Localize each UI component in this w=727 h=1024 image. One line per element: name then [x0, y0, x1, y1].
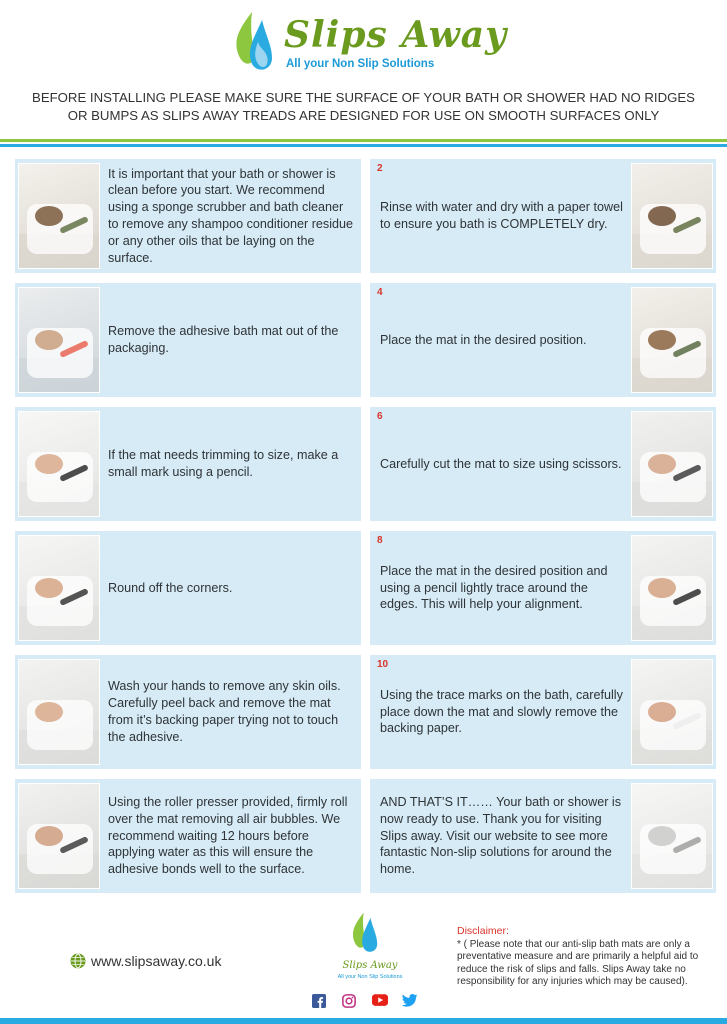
- step-card-6: [370, 407, 716, 521]
- step-text-content: Rinse with water and dry with a paper towel to ensure you bath is COMPLETELY dry.: [380, 200, 623, 231]
- disclaimer: [457, 925, 712, 989]
- step-photo-marking-with-pencil: [18, 411, 100, 517]
- header-stripe-green: [0, 139, 727, 142]
- intro-line-1: BEFORE INSTALLING PLEASE MAKE SURE THE SURFACE OF YOUR BATH OR SHOWER HAD NO RIDGES: [32, 90, 695, 105]
- step-text-content: Wash your hands to remove any skin oils. Carefully peel back and remove the mat from it’s backing paper trying not to touch the adhesive.: [108, 679, 341, 744]
- step-photo-woman-drying-bath: [631, 163, 713, 269]
- intro-text: [30, 89, 697, 125]
- step-card-7: [15, 531, 361, 645]
- step-photo-peeling-backing: [18, 659, 100, 765]
- step-text-content: AND THAT’S IT…… Your bath or shower is now ready to use. Thank you for visiting Slips away. Visit our website to see more fantastic Non-slip solutions for around the home.: [380, 795, 621, 877]
- step-text: [108, 531, 356, 645]
- brand-tagline: All your Non Slip Solutions: [286, 58, 435, 70]
- step-text-content: Carefully cut the mat to size using scissors.: [380, 456, 622, 471]
- step-text: [380, 283, 626, 397]
- step-number: 8: [377, 535, 383, 546]
- step-text-content: Place the mat in the desired position.: [380, 332, 587, 347]
- step-text-content: If the mat needs trimming to size, make a small mark using a pencil.: [108, 448, 339, 479]
- step-card-2: [370, 159, 716, 273]
- intro-line-2: OR BUMPS AS SLIPS AWAY TREADS ARE DESIGNED FOR USE ON SMOOTH SURFACES ONLY: [67, 108, 660, 123]
- step-text: [108, 655, 356, 769]
- step-photo-rounding-corners: [18, 535, 100, 641]
- step-text-content: Remove the adhesive bath mat out of the packaging.: [108, 324, 339, 355]
- instagram-icon[interactable]: [342, 994, 358, 1008]
- step-text: [108, 159, 356, 273]
- step-photo-tracing-edges: [631, 535, 713, 641]
- step-photo-placing-down-mat: [631, 659, 713, 765]
- step-photo-rolling-mat: [18, 783, 100, 889]
- website-link[interactable]: [70, 953, 221, 969]
- step-text: [380, 407, 626, 521]
- youtube-icon[interactable]: [372, 994, 388, 1008]
- step-number: 4: [377, 287, 383, 298]
- brand-name: Slips Away: [284, 14, 508, 56]
- header-stripe-blue: [0, 144, 727, 147]
- footer-logo: [330, 908, 403, 988]
- footer-brand-name: Slips Away: [342, 960, 398, 971]
- step-text: [108, 407, 356, 521]
- step-number: 6: [377, 411, 383, 422]
- step-card-11: [15, 779, 361, 893]
- step-text-content: It is important that your bath or shower is clean before you start. We recommend using a sponge scrubber and bath cleaner to remove any shampoo conditioner residue or any other oils that be laying on the surface.: [108, 166, 354, 265]
- social-links: [312, 994, 418, 1008]
- step-card-3: [15, 283, 361, 397]
- step-card-4: [370, 283, 716, 397]
- step-text: [380, 655, 626, 769]
- step-card-10: [370, 655, 716, 769]
- step-text: [380, 779, 626, 893]
- water-drops-icon: [350, 908, 384, 958]
- step-text: [380, 159, 626, 273]
- website-url: www.slipsaway.co.uk: [91, 953, 222, 969]
- step-number: 2: [377, 163, 383, 174]
- step-photo-cutting-with-scissors: [631, 411, 713, 517]
- step-text: [108, 283, 356, 397]
- step-photo-holding-mat-package: [18, 287, 100, 393]
- step-card-9: [15, 655, 361, 769]
- step-photo-woman-cleaning-bath: [18, 163, 100, 269]
- step-text-content: Using the roller presser provided, firmly roll over the mat removing all air bubbles. We recommend waiting 12 hours before applying water as this will ensure the adhesive bonds well to the surface.: [108, 795, 348, 877]
- step-photo-woman-placing-mat: [631, 287, 713, 393]
- step-text: [108, 779, 356, 893]
- twitter-icon[interactable]: [402, 994, 418, 1008]
- step-photo-finished-bath: [631, 783, 713, 889]
- disclaimer-title: Disclaimer:: [457, 925, 509, 937]
- footer-brand-tagline: All your Non Slip Solutions: [337, 974, 403, 980]
- step-card-1: [15, 159, 361, 273]
- brand-logo: [232, 8, 508, 78]
- disclaimer-text: * ( Please note that our anti-slip bath mats are only a preventative measure and are primarily a helpful aid to reduce the risk of slips and falls. Slips Away take no responsibility for any injuries which may be caused).: [457, 938, 699, 988]
- step-text-content: Place the mat in the desired position and using a pencil lightly trace around the edges. This will help your alignment.: [380, 563, 608, 612]
- step-text-content: Round off the corners.: [108, 580, 233, 595]
- globe-icon: [70, 953, 86, 969]
- step-number: 10: [377, 659, 389, 670]
- step-text-content: Using the trace marks on the bath, carefully place down the mat and slowly remove the backing paper.: [380, 687, 623, 736]
- step-card-12: [370, 779, 716, 893]
- step-card-5: [15, 407, 361, 521]
- step-card-8: [370, 531, 716, 645]
- header: [0, 0, 727, 150]
- footer-stripe-blue: [0, 1018, 727, 1024]
- step-text: [380, 531, 626, 645]
- facebook-icon[interactable]: [312, 994, 328, 1008]
- water-drops-icon: [232, 8, 282, 76]
